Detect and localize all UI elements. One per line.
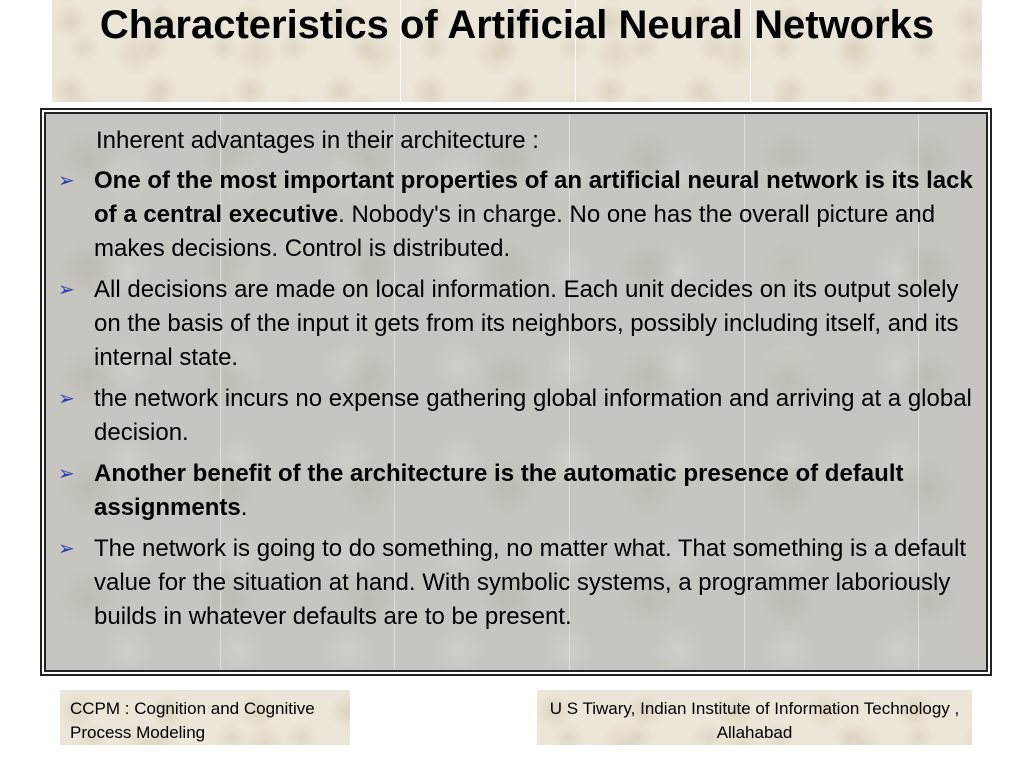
content-panel: [44, 112, 988, 672]
bullet-text: the network incurs no expense gathering global information and arriving at a global decision.: [94, 385, 972, 446]
arrow-bullet-icon: ➢: [58, 170, 75, 192]
bullet-list: [46, 164, 978, 641]
bullet-item: [46, 457, 978, 525]
bullet-text: . Nobody's in charge. No one has the overall picture and makes decisions. Control is distributed.: [94, 201, 936, 262]
bullet-item: [46, 273, 978, 375]
bullet-item: [46, 164, 978, 266]
bullet-text: All decisions are made on local information. Each unit decides on its output solely on the basis of the input it gets from its neighbors, possibly including itself, and its internal state.: [94, 276, 959, 371]
title-bar: [52, 0, 982, 102]
slide-title: Characteristics of Artificial Neural Networks: [99, 3, 935, 47]
bullet-item: [46, 532, 978, 634]
footer-course: CCPM : Cognition and Cognitive Process Modeling: [60, 690, 350, 745]
arrow-bullet-icon: ➢: [58, 279, 75, 301]
bullet-text: .: [240, 494, 248, 521]
arrow-bullet-icon: ➢: [58, 538, 75, 560]
bullet-bold-text: Another benefit of the architecture is the automatic presence of default assignments: [94, 460, 904, 521]
bullet-text: The network is going to do something, no matter what. That something is a default value for the situation at hand. With symbolic systems, a programmer laboriously builds in whatever defaults are to be present.: [94, 535, 967, 630]
footer-author: U S Tiwary, Indian Institute of Information Technology , Allahabad: [537, 690, 972, 745]
intro-text: Inherent advantages in their architecture :: [96, 127, 539, 154]
bullet-bold-text: One of the most important properties of an artificial neural network is its lack of a central executive: [94, 167, 973, 228]
content-box: [40, 108, 992, 676]
arrow-bullet-icon: ➢: [58, 463, 75, 485]
arrow-bullet-icon: ➢: [58, 388, 75, 410]
bullet-item: [46, 382, 978, 450]
